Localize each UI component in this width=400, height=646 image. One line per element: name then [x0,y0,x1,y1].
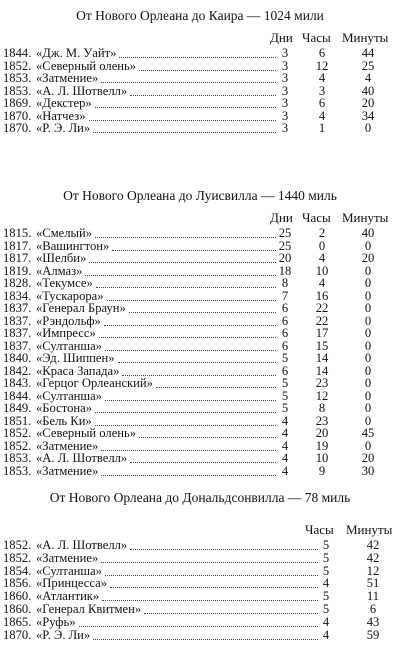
cell-minutes: 0 [364,401,372,415]
row-year: 1870. [3,627,32,642]
cell-minutes: 42 [366,550,380,565]
table-row [0,628,400,642]
row-year: 1844. [3,46,32,60]
row-year: 1851. [3,413,32,428]
cell-minutes: 11 [366,589,380,604]
steamboat-name: «Эд. Шиппен» [36,351,115,365]
row-year: 1853. [3,451,32,465]
cell-minutes: 20 [361,96,375,110]
cell-hours: 1 [318,121,326,135]
cell-minutes: 25 [361,58,375,73]
cell-hours: 4 [318,71,326,85]
cell-days: 5 [281,351,289,365]
cell-minutes: 0 [364,351,372,365]
row-year: 1869. [3,96,32,110]
steamboat-name: «Султанша» [36,388,102,403]
row-year: 1840. [3,351,32,365]
cell-hours: 8 [318,401,326,415]
row-year: 1817. [3,251,32,265]
row-year: 1837. [3,313,32,328]
cell-minutes: 6 [369,602,377,616]
cell-hours: 3 [318,83,326,98]
cell-days: 20 [278,251,292,265]
row-year: 1854. [3,563,32,578]
cell-hours: 0 [318,238,326,253]
row-year: 1865. [3,614,32,629]
cell-minutes: 4 [364,71,372,85]
row-year: 1837. [3,338,32,353]
steamboat-name: «Импресс» [36,326,96,340]
cell-minutes: 20 [361,251,375,265]
cell-days: 3 [281,121,289,135]
cell-days: 6 [281,313,289,328]
cell-minutes: 43 [366,614,380,629]
cell-days: 4 [281,413,289,428]
column-header: Дни [270,30,293,45]
steamboat-name: «Рэндольф» [36,313,101,328]
cell-hours: 14 [315,351,329,365]
cell-minutes: 30 [361,463,375,478]
row-year: 1870. [3,121,32,135]
steamboat-name: «Натчез» [36,108,86,123]
cell-minutes: 45 [361,426,375,440]
row-year: 1856. [3,576,32,591]
steamboat-name: «Северный олень» [36,58,137,73]
steamboat-name: «Затмение» [36,463,99,478]
cell-minutes: 0 [364,413,372,428]
row-year: 1815. [3,226,32,240]
steamboat-name: «Смелый» [36,226,93,240]
row-year: 1837. [3,301,32,315]
column-header: Часы [305,522,334,537]
steamboat-name: «Атлантик» [36,589,100,604]
cell-hours: 4 [318,108,326,123]
cell-minutes: 0 [364,363,372,378]
cell-hours: 19 [315,438,329,453]
table-row [0,464,400,478]
cell-days: 5 [281,388,289,403]
cell-minutes: 44 [361,46,375,60]
cell-hours: 5 [322,550,330,565]
cell-days: 4 [281,463,289,478]
row-year: 1844. [3,388,32,403]
row-year: 1853. [3,463,32,478]
cell-minutes: 0 [364,263,372,278]
steamboat-name: «Р. Э. Ли» [36,627,91,642]
cell-days: 3 [281,96,289,110]
cell-days: 6 [281,301,289,315]
steamboat-name: «Затмение» [36,71,99,85]
steamboat-name: «Принцесса» [36,576,108,591]
cell-days: 8 [281,276,289,290]
cell-hours: 14 [315,363,329,378]
cell-minutes: 0 [364,313,372,328]
steamboat-name: «Дж. М. Уайт» [36,46,117,60]
cell-hours: 5 [322,602,330,616]
row-year: 1852. [3,550,32,565]
cell-hours: 4 [318,276,326,290]
cell-minutes: 0 [364,238,372,253]
steamboat-name: «Текумсе» [36,276,93,290]
row-year: 1852. [3,438,32,453]
cell-days: 5 [281,401,289,415]
steamboat-name: «Затмение» [36,550,99,565]
steamboat-name: «А. Л. Шотвелл» [36,83,128,98]
cell-days: 25 [278,226,292,240]
row-year: 1837. [3,326,32,340]
cell-hours: 2 [318,226,326,240]
cell-hours: 6 [318,96,326,110]
cell-hours: 22 [315,313,329,328]
steamboat-name: «Р. Э. Ли» [36,121,91,135]
cell-hours: 23 [315,413,329,428]
steamboat-name: «Бостона» [36,401,92,415]
cell-minutes: 42 [366,538,380,552]
cell-hours: 5 [322,563,330,578]
row-year: 1852. [3,58,32,73]
cell-hours: 4 [322,614,330,629]
cell-hours: 9 [318,463,326,478]
row-year: 1819. [3,263,32,278]
cell-hours: 5 [322,589,330,604]
steamboat-name: «Вашингтон» [36,238,110,253]
row-year: 1860. [3,602,32,616]
steamboat-name: «Руфь» [36,614,76,629]
dot-leader [93,639,318,640]
cell-hours: 4 [322,627,330,642]
cell-minutes: 0 [364,276,372,290]
cell-hours: 16 [315,288,329,303]
row-year: 1853. [3,83,32,98]
cell-minutes: 0 [364,301,372,315]
steamboat-name: «Декстер» [36,96,92,110]
cell-days: 3 [281,83,289,98]
cell-hours: 10 [315,451,329,465]
cell-minutes: 12 [366,563,380,578]
cell-days: 3 [281,58,289,73]
cell-minutes: 0 [364,338,372,353]
cell-hours: 6 [318,46,326,60]
row-year: 1853. [3,71,32,85]
cell-minutes: 0 [364,388,372,403]
cell-minutes: 40 [361,226,375,240]
row-year: 1849. [3,401,32,415]
cell-hours: 4 [322,576,330,591]
section-title: От Нового Орлеана до Луисвилла — 1440 миль [63,188,337,203]
cell-days: 5 [281,376,289,390]
cell-minutes: 0 [364,288,372,303]
steamboat-name: «Султанша» [36,563,102,578]
cell-days: 4 [281,426,289,440]
column-header: Минуты [346,522,393,537]
steamboat-name: «Краса Запада» [36,363,120,378]
cell-minutes: 0 [364,438,372,453]
cell-minutes: 40 [361,83,375,98]
steamboat-name: «Шелби» [36,251,87,265]
cell-minutes: 20 [361,451,375,465]
cell-days: 3 [281,108,289,123]
column-header: Минуты [342,30,389,45]
column-header: Часы [302,210,331,225]
row-year: 1843. [3,376,32,390]
cell-days: 25 [278,238,292,253]
cell-days: 6 [281,338,289,353]
steamboat-name: «Алмаз» [36,263,83,278]
cell-days: 4 [281,451,289,465]
row-year: 1828. [3,276,32,290]
cell-hours: 15 [315,338,329,353]
cell-minutes: 0 [364,121,372,135]
steamboat-name: «А. Л. Шотвелл» [36,538,128,552]
cell-days: 6 [281,326,289,340]
cell-hours: 20 [315,426,329,440]
column-header: Часы [302,30,331,45]
cell-hours: 10 [315,263,329,278]
cell-hours: 23 [315,376,329,390]
steamboat-name: «Тускарора» [36,288,104,303]
section-title: От Нового Орлеана до Каира — 1024 мили [76,8,324,23]
steamboat-name: «Генерал Браун» [36,301,126,315]
cell-days: 3 [281,71,289,85]
cell-minutes: 0 [364,376,372,390]
row-year: 1860. [3,589,32,604]
column-header: Минуты [342,210,389,225]
cell-hours: 17 [315,326,329,340]
cell-hours: 12 [315,388,329,403]
cell-hours: 4 [318,251,326,265]
row-year: 1852. [3,426,32,440]
steamboat-name: «А. Л. Шотвелл» [36,451,128,465]
dot-leader [101,475,276,476]
cell-days: 18 [278,263,292,278]
cell-minutes: 59 [366,627,380,642]
cell-hours: 5 [322,538,330,552]
steamboat-name: «Затмение» [36,438,99,453]
cell-minutes: 34 [361,108,375,123]
row-year: 1817. [3,238,32,253]
cell-days: 7 [281,288,289,303]
cell-hours: 22 [315,301,329,315]
steamboat-name: «Генерал Квитмен» [36,602,142,616]
section-title: От Нового Орлеана до Дональдсонвилла — 78 миль [49,490,351,505]
steamboat-name: «Султанша» [36,338,102,353]
cell-days: 4 [281,438,289,453]
row-year: 1842. [3,363,32,378]
cell-hours: 12 [315,58,329,73]
steamboat-name: «Бель Ки» [36,413,92,428]
row-year: 1852. [3,538,32,552]
cell-minutes: 51 [366,576,380,591]
row-year: 1834. [3,288,32,303]
table-row [0,121,400,135]
steamboat-name: «Герцог Орлеанский» [36,376,153,390]
cell-days: 6 [281,363,289,378]
column-header: Дни [270,210,293,225]
steamboat-name: «Северный олень» [36,426,137,440]
cell-minutes: 0 [364,326,372,340]
row-year: 1870. [3,108,32,123]
dot-leader [93,132,276,133]
cell-days: 3 [281,46,289,60]
